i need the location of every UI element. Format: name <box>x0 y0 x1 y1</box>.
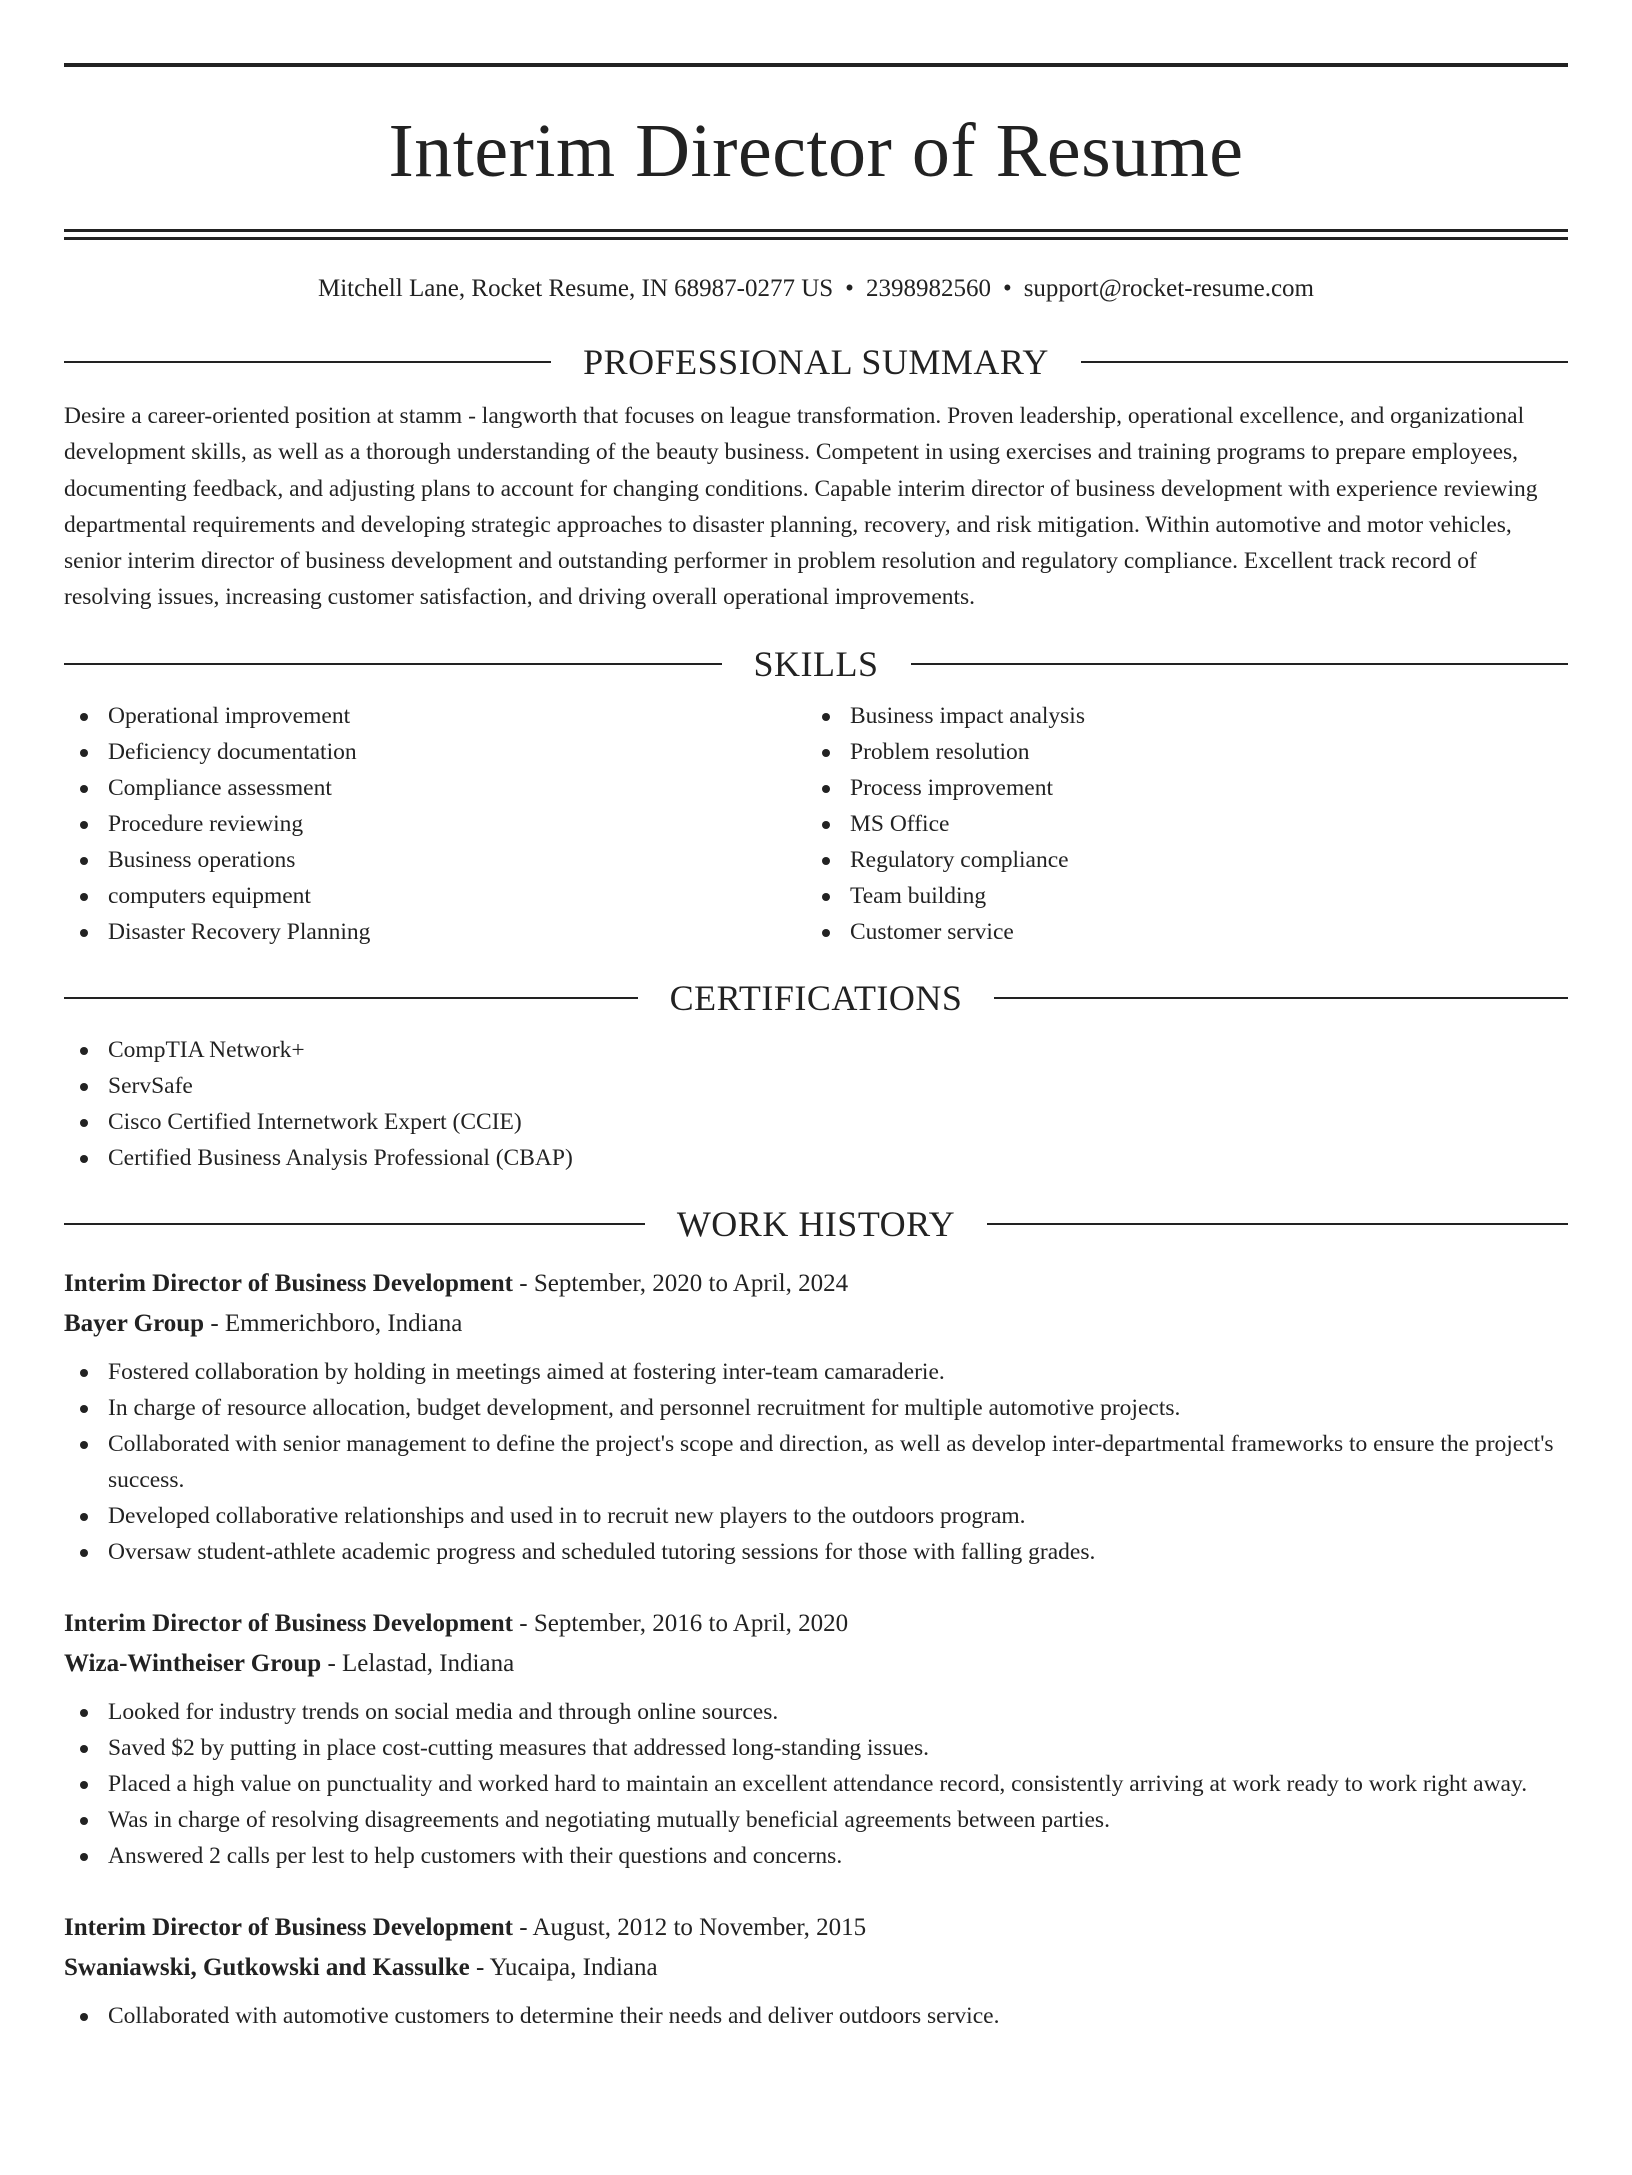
skill-item: Deficiency documentation <box>64 734 806 770</box>
section-title: CERTIFICATIONS <box>669 977 963 1018</box>
section-title: WORK HISTORY <box>676 1203 956 1244</box>
skills-column-right <box>806 698 1548 950</box>
job-bullet: Answered 2 calls per lest to help customers with their questions and concerns. <box>64 1838 1568 1874</box>
job-bullet: Collaborated with senior management to define the project's scope and direction, as well as develop inter-departmental frameworks to ensure the project's success. <box>64 1426 1568 1498</box>
section-title: PROFESSIONAL SUMMARY <box>583 342 1049 382</box>
job-bullets <box>64 1694 1568 1874</box>
job-bullet: Oversaw student-athlete academic progress and scheduled tutoring sessions for those with falling grades. <box>64 1534 1568 1570</box>
job-entry <box>64 1604 1568 1874</box>
resume-page <box>0 63 1632 2175</box>
certification-item: Cisco Certified Internetwork Expert (CCIE) <box>64 1104 1568 1140</box>
heading-rule <box>64 1223 645 1225</box>
job-dates: - September, 2016 to April, 2020 <box>513 1609 849 1637</box>
job-title: Interim Director of Business Development <box>64 1609 514 1637</box>
certification-item: ServSafe <box>64 1068 1568 1104</box>
job-bullet: Saved $2 by putting in place cost-cutting measures that addressed long-standing issues. <box>64 1730 1568 1766</box>
heading-rule <box>911 663 1569 665</box>
job-bullet: Looked for industry trends on social media and through online sources. <box>64 1694 1568 1730</box>
title-double-rule <box>64 229 1568 240</box>
certification-item: CompTIA Network+ <box>64 1032 1568 1068</box>
section-heading-work-history <box>64 1202 1568 1246</box>
skill-item: Team building <box>806 878 1548 914</box>
job-company: Swaniawski, Gutkowski and Kassulke <box>64 1953 470 1981</box>
job-title: Interim Director of Business Development <box>64 1913 514 1941</box>
job-bullet: Fostered collaboration by holding in meetings aimed at fostering inter-team camaraderie. <box>64 1354 1568 1390</box>
contact-phone: 2398982560 <box>865 275 991 302</box>
skill-item: Customer service <box>806 914 1548 950</box>
contact-separator: • <box>845 275 854 302</box>
skill-item: Process improvement <box>806 770 1548 806</box>
job-location: - Lelastad, Indiana <box>321 1649 515 1677</box>
job-location: - Emmerichboro, Indiana <box>204 1309 463 1337</box>
job-bullet: Was in charge of resolving disagreements and negotiating mutually beneficial agreements between parties. <box>64 1802 1568 1838</box>
heading-rule <box>64 361 551 363</box>
job-title-line <box>64 1604 1568 1644</box>
job-bullet: Collaborated with automotive customers to determine their needs and deliver outdoors service. <box>64 1998 1568 2034</box>
job-title-line <box>64 1264 1568 1304</box>
skill-item: Business impact analysis <box>806 698 1548 734</box>
job-dates: - August, 2012 to November, 2015 <box>513 1913 867 1941</box>
job-location: - Yucaipa, Indiana <box>469 1953 658 1981</box>
skill-item: MS Office <box>806 806 1548 842</box>
heading-rule <box>64 997 638 999</box>
contact-address: Mitchell Lane, Rocket Resume, IN 68987-0277 US <box>317 275 834 302</box>
skill-item: Regulatory compliance <box>806 842 1548 878</box>
contact-email: support@rocket-resume.com <box>1023 275 1314 302</box>
contact-separator: • <box>1002 275 1012 302</box>
job-company-line <box>64 1644 1568 1684</box>
section-heading-certifications <box>64 976 1568 1020</box>
resume-title: Interim Director of Resume <box>388 109 1244 193</box>
job-company-line <box>64 1948 1568 1988</box>
job-company: Wiza-Wintheiser Group <box>64 1649 322 1677</box>
skill-item: computers equipment <box>64 878 806 914</box>
job-bullet: Developed collaborative relationships and used in to recruit new players to the outdoors program. <box>64 1498 1568 1534</box>
job-company-line <box>64 1304 1568 1344</box>
section-heading-summary <box>64 340 1568 384</box>
heading-rule <box>987 1223 1568 1225</box>
heading-rule <box>64 663 722 665</box>
certifications-list <box>64 1032 1568 1176</box>
top-rule <box>64 63 1568 67</box>
skills-column-left <box>64 698 806 950</box>
job-company: Bayer Group <box>64 1309 205 1337</box>
job-bullet: Placed a high value on punctuality and worked hard to maintain an excellent attendance record, consistently arriving at work ready to work right away. <box>64 1766 1568 1802</box>
skill-item: Procedure reviewing <box>64 806 806 842</box>
heading-rule <box>1081 361 1568 363</box>
heading-rule <box>994 997 1568 999</box>
skill-item: Disaster Recovery Planning <box>64 914 806 950</box>
job-entry <box>64 1908 1568 2034</box>
skill-item: Compliance assessment <box>64 770 806 806</box>
certification-item: Certified Business Analysis Professional (CBAP) <box>64 1140 1568 1176</box>
skills-list <box>64 698 1568 950</box>
job-dates: - September, 2020 to April, 2024 <box>513 1269 849 1297</box>
job-bullets <box>64 1998 1568 2034</box>
contact-line <box>64 272 1568 306</box>
summary-text: Desire a career-oriented position at stamm - langworth that focuses on league transformation. Proven leadership, operational excellence, and organizational development skills, as well as a thorough understanding of the beauty business. Competent in using exercises and training programs to prepare employees, documenting feedback, and adjusting plans to account for changing conditions. Capable interim director of business development with experience reviewing departmental requirements and developing strategic approaches to disaster planning, recovery, and risk mitigation. Within automotive and motor vehicles, senior interim director of business development and outstanding performer in problem resolution and regulatory compliance. Excellent track record of resolving issues, increasing customer satisfaction, and driving overall operational improvements. <box>64 403 1538 611</box>
job-bullets <box>64 1354 1568 1570</box>
job-title-line <box>64 1908 1568 1948</box>
skill-item: Operational improvement <box>64 698 806 734</box>
section-title: SKILLS <box>753 643 879 684</box>
skill-item: Business operations <box>64 842 806 878</box>
section-heading-skills <box>64 642 1568 686</box>
job-bullet: In charge of resource allocation, budget development, and personnel recruitment for multiple automotive projects. <box>64 1390 1568 1426</box>
skill-item: Problem resolution <box>806 734 1548 770</box>
job-entry <box>64 1264 1568 1570</box>
job-title: Interim Director of Business Development <box>64 1269 514 1297</box>
